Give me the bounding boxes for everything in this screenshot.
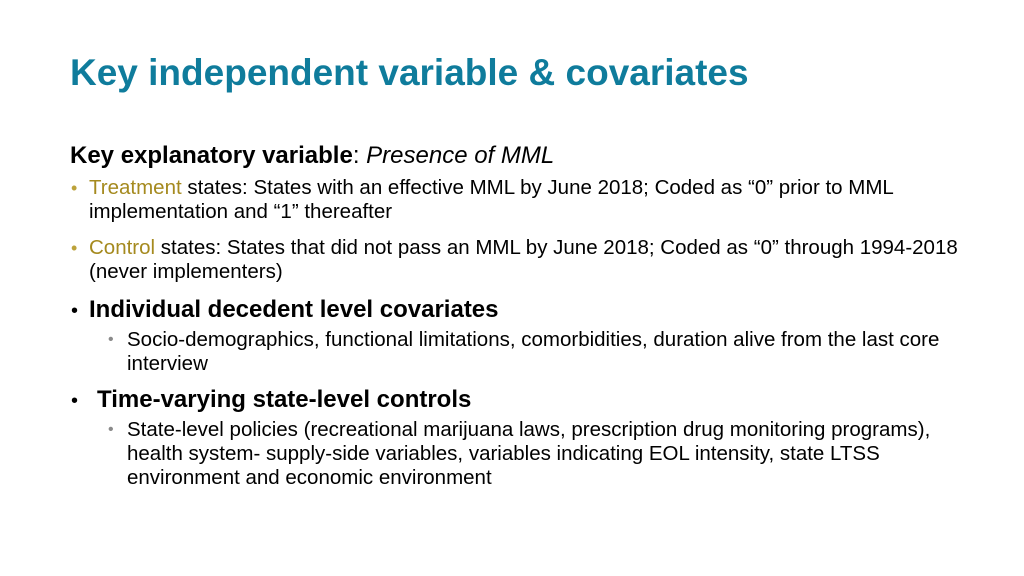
bullet-icon: • [71,300,79,322]
individual-covariates-detail [108,328,980,376]
lead-label: Key explanatory variable [70,142,353,169]
lead-value: Presence of MML [366,142,555,169]
bullet-icon: • [71,238,78,258]
treatment-text: states: States with an effective MML by June 2018; Coded as “0” prior to MML implementation and “1” thereafter [89,176,894,223]
bullet-icon: • [71,390,79,412]
lead-separator: : [352,142,360,169]
key-explanatory-variable [70,140,980,172]
individual-heading-text: Individual decedent level covariates [89,296,499,323]
control-text: states: States that did not pass an MML by June 2018; Coded as “0” through 1994-2018 (never implementers) [89,236,958,283]
treatment-bullet [70,176,980,224]
state-controls-heading [70,386,980,414]
control-bullet [70,236,980,284]
sub-bullet-icon: • [108,421,114,438]
bullet-icon: • [71,178,78,198]
individual-covariates-heading [70,296,980,324]
slide-content [70,140,980,500]
sub-bullet-icon: • [108,331,114,348]
individual-sub-text: Socio-demographics, functional limitations, comorbidities, duration alive from the last core interview [127,328,940,375]
state-sub-text: State-level policies (recreational marijuana laws, prescription drug monitoring programs), health system- supply-side variables, variables indicating EOL intensity, state LTSS environment and economic environment [127,418,931,489]
treatment-highlight: Treatment [89,176,182,199]
state-controls-detail [108,418,980,490]
state-heading-text: Time-varying state-level controls [97,386,472,413]
control-highlight: Control [89,236,156,259]
slide-title: Key independent variable & covariates [70,52,749,93]
